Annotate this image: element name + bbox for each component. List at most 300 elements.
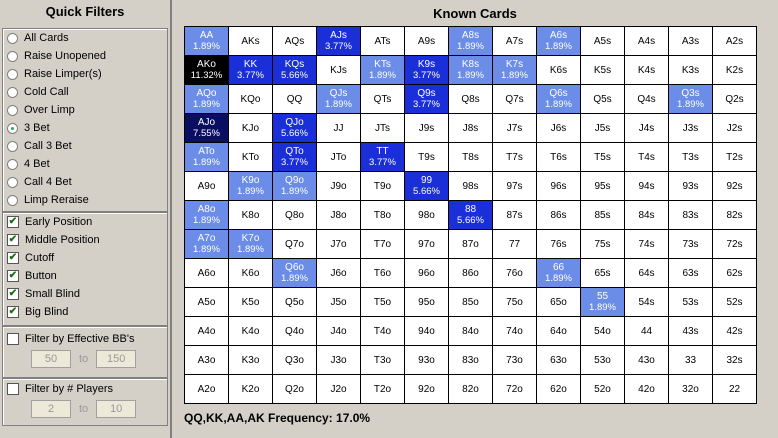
hand-label: 64s: [638, 267, 655, 279]
hand-label: T8o: [373, 209, 392, 221]
hand-cell[interactable]: [625, 143, 669, 172]
hand-label: 96s: [550, 180, 567, 192]
hand-cell[interactable]: [317, 27, 361, 56]
hand-cell[interactable]: [493, 201, 537, 230]
hand-cell[interactable]: [537, 288, 581, 317]
hand-cell[interactable]: [361, 288, 405, 317]
hand-label: AJo: [197, 117, 216, 128]
hand-cell[interactable]: [537, 56, 581, 85]
hand-cell[interactable]: [493, 259, 537, 288]
hand-cell[interactable]: [581, 375, 625, 404]
hand-cell[interactable]: [493, 346, 537, 375]
hand-cell[interactable]: [537, 230, 581, 259]
players-to-label: to: [79, 403, 89, 415]
hand-cell[interactable]: [273, 259, 317, 288]
hand-cell[interactable]: [273, 143, 317, 172]
hand-cell[interactable]: [449, 114, 493, 143]
hand-label: A3s: [681, 35, 700, 47]
hand-label: K3o: [241, 354, 260, 366]
hand-cell[interactable]: [317, 85, 361, 114]
hand-cell[interactable]: [449, 259, 493, 288]
hand-label: K4o: [241, 325, 260, 337]
hand-label: 96o: [418, 267, 435, 279]
hand-cell[interactable]: [713, 201, 757, 230]
hand-cell[interactable]: [493, 27, 537, 56]
effective-bb-max-field[interactable]: 150: [96, 350, 136, 368]
hand-cell[interactable]: [449, 56, 493, 85]
hand-cell[interactable]: [317, 230, 361, 259]
hand-cell[interactable]: [449, 317, 493, 346]
hand-cell[interactable]: [713, 259, 757, 288]
hand-cell[interactable]: [537, 27, 581, 56]
hand-cell[interactable]: [713, 346, 757, 375]
hand-label: 52o: [594, 383, 611, 395]
hand-label: 95s: [594, 180, 611, 192]
hand-label: ATs: [374, 35, 391, 47]
hand-label: A2s: [725, 35, 744, 47]
hand-cell[interactable]: [713, 85, 757, 114]
hand-cell[interactable]: [273, 288, 317, 317]
hand-label: J6o: [330, 267, 347, 279]
hand-label: 77: [508, 238, 521, 250]
hand-cell[interactable]: [449, 85, 493, 114]
hand-cell[interactable]: [581, 114, 625, 143]
hand-cell[interactable]: [449, 201, 493, 230]
hand-cell[interactable]: [405, 172, 449, 201]
hand-cell[interactable]: [625, 201, 669, 230]
hand-cell[interactable]: [669, 143, 713, 172]
hand-cell[interactable]: [713, 27, 757, 56]
hand-cell[interactable]: [449, 375, 493, 404]
hand-cell[interactable]: [581, 346, 625, 375]
hand-cell[interactable]: [361, 56, 405, 85]
hand-cell[interactable]: [405, 288, 449, 317]
players-min-field[interactable]: 2: [31, 400, 71, 418]
hand-label: K5s: [593, 64, 612, 76]
hand-cell[interactable]: [493, 143, 537, 172]
hand-label: Q7o: [285, 238, 304, 250]
position-checkbox-button[interactable]: [3, 267, 167, 285]
effective-bb-min-field[interactable]: 50: [31, 350, 71, 368]
hand-label: 97s: [506, 180, 523, 192]
hand-label: 54o: [594, 325, 611, 337]
hand-label: Q3o: [285, 354, 304, 366]
hand-label: 92o: [418, 383, 435, 395]
hand-cell[interactable]: [185, 143, 229, 172]
hand-cell[interactable]: [317, 114, 361, 143]
filter-radio-all-cards[interactable]: [3, 29, 167, 47]
hand-cell[interactable]: [361, 259, 405, 288]
hand-cell[interactable]: [449, 230, 493, 259]
hand-label: 74o: [506, 325, 523, 337]
hand-frequency: 1.89%: [457, 70, 484, 81]
hand-cell[interactable]: [537, 114, 581, 143]
hand-cell[interactable]: [669, 56, 713, 85]
hand-cell[interactable]: [317, 317, 361, 346]
hand-label: T9o: [373, 180, 392, 192]
hand-label: J3o: [330, 354, 347, 366]
hand-cell[interactable]: [361, 346, 405, 375]
hand-cell[interactable]: [405, 85, 449, 114]
filter-radio-call-4-bet[interactable]: [3, 173, 167, 191]
hand-cell[interactable]: [581, 27, 625, 56]
hand-cell[interactable]: [581, 201, 625, 230]
hand-cell[interactable]: [493, 56, 537, 85]
hand-cell[interactable]: [185, 317, 229, 346]
hand-cell[interactable]: [317, 288, 361, 317]
hand-cell[interactable]: [361, 114, 405, 143]
filter-radio-raise-unopened[interactable]: [3, 47, 167, 65]
hand-label: T6s: [550, 151, 567, 163]
hand-label: A6s: [549, 30, 568, 41]
position-checkbox-middle-position[interactable]: [3, 231, 167, 249]
hand-cell[interactable]: [229, 288, 273, 317]
checkbox-icon: [7, 333, 19, 345]
hand-cell[interactable]: [273, 317, 317, 346]
hand-cell[interactable]: [229, 143, 273, 172]
hand-cell[interactable]: [581, 56, 625, 85]
hand-label: Q8s: [461, 93, 480, 105]
hand-cell[interactable]: [581, 85, 625, 114]
radio-label: 3 Bet: [24, 122, 50, 134]
hand-cell[interactable]: [317, 259, 361, 288]
hand-cell[interactable]: [273, 114, 317, 143]
hand-cell[interactable]: [361, 375, 405, 404]
hand-label: QQ: [286, 93, 303, 105]
hand-cell[interactable]: [669, 259, 713, 288]
hand-cell[interactable]: [537, 317, 581, 346]
hand-cell[interactable]: [361, 201, 405, 230]
hand-label: 74s: [638, 238, 655, 250]
hand-frequency: 1.89%: [193, 41, 220, 52]
hand-label: 66: [552, 262, 565, 273]
hand-cell[interactable]: [669, 230, 713, 259]
hand-cell[interactable]: [581, 230, 625, 259]
hand-cell[interactable]: [273, 56, 317, 85]
hand-label: 72s: [726, 238, 743, 250]
effective-bb-filter-label: Filter by Effective BB's: [25, 333, 135, 345]
hand-cell[interactable]: [537, 346, 581, 375]
hand-cell[interactable]: [449, 346, 493, 375]
hand-label: Q6o: [285, 262, 304, 273]
radio-label: Over Limp: [24, 104, 75, 116]
hand-cell[interactable]: [625, 172, 669, 201]
filter-radio-4-bet[interactable]: [3, 155, 167, 173]
radio-icon: [7, 69, 18, 80]
hand-label: J8o: [330, 209, 347, 221]
hand-cell[interactable]: [537, 85, 581, 114]
hand-cell[interactable]: [713, 143, 757, 172]
hand-label: Q7s: [505, 93, 524, 105]
hand-label: T4s: [638, 151, 655, 163]
checkmark-icon: ✔: [8, 252, 18, 263]
hand-label: J4s: [638, 122, 655, 134]
hand-frequency: 3.77%: [413, 99, 440, 110]
hand-cell[interactable]: [361, 230, 405, 259]
hand-cell[interactable]: [405, 346, 449, 375]
hand-cell[interactable]: [405, 56, 449, 85]
hand-label: KQs: [284, 59, 305, 70]
hand-cell[interactable]: [185, 288, 229, 317]
hand-cell[interactable]: [405, 259, 449, 288]
hand-label: 42o: [638, 383, 655, 395]
hand-cell[interactable]: [185, 114, 229, 143]
hand-label: 75o: [506, 296, 523, 308]
hand-cell[interactable]: [625, 288, 669, 317]
hand-cell[interactable]: [581, 143, 625, 172]
hand-cell[interactable]: [405, 27, 449, 56]
hand-frequency: 1.89%: [281, 186, 308, 197]
hand-cell[interactable]: [449, 27, 493, 56]
hand-cell[interactable]: [537, 201, 581, 230]
filter-radio-3-bet[interactable]: [3, 119, 167, 137]
hand-label: 64o: [550, 325, 567, 337]
hand-cell[interactable]: [361, 143, 405, 172]
hand-cell[interactable]: [713, 56, 757, 85]
hand-cell[interactable]: [625, 27, 669, 56]
players-max-field[interactable]: 10: [96, 400, 136, 418]
hand-cell[interactable]: [625, 317, 669, 346]
hand-cell[interactable]: [449, 143, 493, 172]
hand-cell[interactable]: [581, 172, 625, 201]
hand-cell[interactable]: [713, 288, 757, 317]
hand-cell[interactable]: [361, 172, 405, 201]
hand-cell[interactable]: [669, 201, 713, 230]
hand-cell[interactable]: [361, 27, 405, 56]
filter-radio-limp-reraise[interactable]: [3, 191, 167, 209]
hand-cell[interactable]: [581, 288, 625, 317]
hand-label: T7o: [373, 238, 392, 250]
radio-label: Call 4 Bet: [24, 176, 72, 188]
hand-label: KTo: [241, 151, 260, 163]
hand-cell[interactable]: [713, 375, 757, 404]
hand-frequency: 1.89%: [677, 99, 704, 110]
position-checkbox-big-blind[interactable]: [3, 303, 167, 321]
position-checkbox-small-blind[interactable]: [3, 285, 167, 303]
hand-cell[interactable]: [317, 172, 361, 201]
hand-cell[interactable]: [625, 375, 669, 404]
hand-label: T5o: [373, 296, 392, 308]
hand-label: 22: [728, 383, 741, 395]
hand-cell[interactable]: [493, 85, 537, 114]
hand-label: A8s: [461, 30, 480, 41]
hand-cell[interactable]: [713, 230, 757, 259]
hand-frequency: 3.77%: [413, 70, 440, 81]
hand-cell[interactable]: [185, 27, 229, 56]
filter-radio-over-limp[interactable]: [3, 101, 167, 119]
action-filter-group: [2, 28, 168, 212]
hand-frequency: 1.89%: [237, 186, 264, 197]
hand-cell[interactable]: [405, 230, 449, 259]
hand-cell[interactable]: [537, 143, 581, 172]
hand-cell[interactable]: [625, 259, 669, 288]
hand-label: J9s: [418, 122, 435, 134]
hand-cell[interactable]: [273, 375, 317, 404]
hand-cell[interactable]: [669, 346, 713, 375]
effective-bb-to-label: to: [79, 353, 89, 365]
hand-cell[interactable]: [229, 114, 273, 143]
hand-label: J4o: [330, 325, 347, 337]
known-cards-title: Known Cards: [433, 6, 517, 21]
hand-cell[interactable]: [669, 317, 713, 346]
hand-cell[interactable]: [273, 27, 317, 56]
hand-cell[interactable]: [185, 85, 229, 114]
hand-label: A5o: [197, 296, 216, 308]
effective-bb-filter-checkbox[interactable]: [3, 330, 167, 348]
hand-cell[interactable]: [669, 85, 713, 114]
hand-label: 42s: [726, 325, 743, 337]
hand-frequency: 1.89%: [325, 99, 352, 110]
hand-cell[interactable]: [185, 172, 229, 201]
hand-cell[interactable]: [581, 317, 625, 346]
hand-label: J6s: [550, 122, 567, 134]
hand-frequency: 1.89%: [369, 70, 396, 81]
filter-radio-cold-call[interactable]: [3, 83, 167, 101]
hand-label: JTo: [330, 151, 347, 163]
hand-label: 75s: [594, 238, 611, 250]
hand-cell[interactable]: [273, 346, 317, 375]
hand-cell[interactable]: [405, 114, 449, 143]
hand-label: 88: [464, 204, 477, 215]
hand-cell[interactable]: [669, 172, 713, 201]
hand-cell[interactable]: [229, 259, 273, 288]
hand-cell[interactable]: [317, 201, 361, 230]
hand-cell[interactable]: [229, 201, 273, 230]
hand-cell[interactable]: [405, 317, 449, 346]
radio-icon: [7, 177, 18, 188]
hand-label: A2o: [197, 383, 216, 395]
hand-cell[interactable]: [405, 143, 449, 172]
hand-cell[interactable]: [229, 85, 273, 114]
hand-frequency: 1.89%: [193, 99, 220, 110]
hand-label: AKo: [197, 59, 216, 70]
hand-cell[interactable]: [669, 114, 713, 143]
hand-cell[interactable]: [229, 172, 273, 201]
hand-cell[interactable]: [625, 346, 669, 375]
players-filter-label: Filter by # Players: [25, 383, 114, 395]
hand-cell[interactable]: [625, 230, 669, 259]
hand-label: J2o: [330, 383, 347, 395]
radio-label: Cold Call: [24, 86, 69, 98]
hand-cell[interactable]: [581, 259, 625, 288]
hand-cell[interactable]: [273, 172, 317, 201]
hand-cell[interactable]: [493, 172, 537, 201]
hand-label: QTs: [373, 93, 392, 105]
position-checkbox-cutoff[interactable]: [3, 249, 167, 267]
hand-cell[interactable]: [185, 56, 229, 85]
hand-cell[interactable]: [493, 375, 537, 404]
filter-radio-raise-limper-s[interactable]: [3, 65, 167, 83]
hand-cell[interactable]: [185, 346, 229, 375]
hand-label: J5o: [330, 296, 347, 308]
hand-cell[interactable]: [361, 317, 405, 346]
position-checkbox-early-position[interactable]: [3, 213, 167, 231]
hand-cell[interactable]: [361, 85, 405, 114]
hand-cell[interactable]: [229, 375, 273, 404]
checkmark-icon: ✔: [8, 216, 18, 227]
hand-cell[interactable]: [185, 201, 229, 230]
hand-label: T3s: [682, 151, 699, 163]
hand-frequency: 1.89%: [193, 215, 220, 226]
hand-label: T2s: [726, 151, 743, 163]
hand-label: T4o: [373, 325, 392, 337]
hand-cell[interactable]: [493, 230, 537, 259]
hand-label: J3s: [682, 122, 699, 134]
hand-cell[interactable]: [625, 56, 669, 85]
hand-label: K2o: [241, 383, 260, 395]
hand-cell[interactable]: [493, 317, 537, 346]
hand-label: ATo: [198, 146, 215, 157]
hand-cell[interactable]: [405, 375, 449, 404]
hand-cell[interactable]: [229, 346, 273, 375]
hand-label: K8o: [241, 209, 260, 221]
hand-cell[interactable]: [625, 114, 669, 143]
hand-cell[interactable]: [449, 288, 493, 317]
radio-icon: [7, 123, 18, 134]
radio-icon: [7, 195, 18, 206]
hand-cell[interactable]: [317, 143, 361, 172]
hand-cell[interactable]: [669, 288, 713, 317]
hand-cell[interactable]: [185, 230, 229, 259]
hand-cell[interactable]: [317, 346, 361, 375]
hand-frequency: 1.89%: [281, 273, 308, 284]
hand-label: 54s: [638, 296, 655, 308]
hand-range-grid: [184, 26, 757, 404]
hand-cell[interactable]: [669, 375, 713, 404]
hand-cell[interactable]: [537, 375, 581, 404]
filter-radio-call-3-bet[interactable]: [3, 137, 167, 155]
hand-cell[interactable]: [317, 375, 361, 404]
hand-cell[interactable]: [273, 201, 317, 230]
hand-label: QJs: [329, 88, 348, 99]
hand-label: 63o: [550, 354, 567, 366]
hand-cell[interactable]: [185, 259, 229, 288]
hand-label: Q9o: [285, 175, 304, 186]
hand-cell[interactable]: [713, 317, 757, 346]
hand-cell[interactable]: [185, 375, 229, 404]
hand-label: J2s: [726, 122, 743, 134]
hand-cell[interactable]: [449, 172, 493, 201]
hand-frequency: 3.77%: [237, 70, 264, 81]
hand-label: 99: [420, 175, 433, 186]
hand-label: A7s: [505, 35, 524, 47]
hand-cell[interactable]: [537, 259, 581, 288]
hand-cell[interactable]: [229, 317, 273, 346]
players-filter-group: [2, 378, 168, 426]
hand-cell[interactable]: [229, 56, 273, 85]
hand-cell[interactable]: [713, 114, 757, 143]
hand-cell[interactable]: [669, 27, 713, 56]
hand-label: 82o: [462, 383, 479, 395]
hand-cell[interactable]: [537, 172, 581, 201]
hand-frequency: 3.77%: [369, 157, 396, 168]
hand-label: J7s: [506, 122, 523, 134]
hand-cell[interactable]: [713, 172, 757, 201]
hand-label: KTs: [374, 59, 391, 70]
hand-cell[interactable]: [405, 201, 449, 230]
hand-cell[interactable]: [229, 27, 273, 56]
hand-label: AQo: [196, 88, 217, 99]
hand-cell[interactable]: [273, 230, 317, 259]
hand-cell[interactable]: [493, 288, 537, 317]
players-filter-checkbox[interactable]: [3, 380, 167, 398]
hand-cell[interactable]: [273, 85, 317, 114]
hand-cell[interactable]: [625, 85, 669, 114]
hand-cell[interactable]: [229, 230, 273, 259]
hand-cell[interactable]: [493, 114, 537, 143]
hand-label: 44: [640, 325, 653, 337]
hand-cell[interactable]: [317, 56, 361, 85]
